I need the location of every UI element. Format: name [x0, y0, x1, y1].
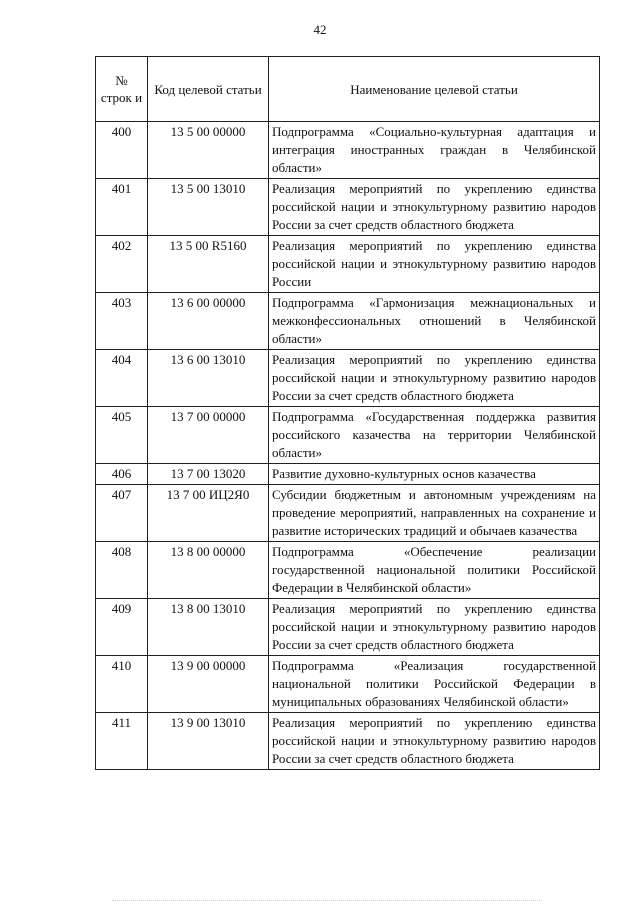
- header-target-code: Код целевой статьи: [148, 57, 269, 122]
- table-row: [96, 485, 600, 542]
- row-number: 408: [96, 542, 148, 599]
- target-name: Реализация мероприятий по укреплению единства российской нации и этнокультурному развитию народов России за счет средств областного бюджета: [269, 713, 600, 770]
- target-name: Реализация мероприятий по укреплению единства российской нации и этнокультурному развитию народов России за счет средств областного бюджета: [269, 350, 600, 407]
- row-number: 411: [96, 713, 148, 770]
- header-row-number: № строк и: [96, 57, 148, 122]
- target-name: Подпрограмма «Обеспечение реализации государственной национальной политики Российской Федерации в Челябинской области»: [269, 542, 600, 599]
- target-code: 13 9 00 13010: [148, 713, 269, 770]
- target-code: 13 8 00 00000: [148, 542, 269, 599]
- scan-footer-divider: [112, 899, 542, 901]
- row-number: 406: [96, 464, 148, 485]
- target-code: 13 6 00 13010: [148, 350, 269, 407]
- target-name: Развитие духовно-культурных основ казачества: [269, 464, 600, 485]
- table-row: [96, 179, 600, 236]
- table-row: [96, 656, 600, 713]
- target-code: 13 8 00 13010: [148, 599, 269, 656]
- page-number: 42: [313, 22, 327, 37]
- table-row: [96, 407, 600, 464]
- target-items-table: [95, 56, 600, 770]
- target-name: Реализация мероприятий по укреплению единства российской нации и этнокультурному развитию народов России за счет средств областного бюджета: [269, 179, 600, 236]
- table-row: [96, 713, 600, 770]
- table-row: [96, 236, 600, 293]
- table-row: [96, 599, 600, 656]
- row-number: 403: [96, 293, 148, 350]
- target-name: Подпрограмма «Социально-культурная адаптация и интеграция иностранных граждан в Челябинской области»: [269, 122, 600, 179]
- table-row: [96, 122, 600, 179]
- target-name: Подпрограмма «Гармонизация межнациональных и межконфессиональных отношений в Челябинской области»: [269, 293, 600, 350]
- table-row: [96, 464, 600, 485]
- row-number: 404: [96, 350, 148, 407]
- row-number: 410: [96, 656, 148, 713]
- table-row: [96, 293, 600, 350]
- target-name: Субсидии бюджетным и автономным учреждениям на проведение мероприятий, направленных на сохранение и развитие исторических традиций и обычаев казачества: [269, 485, 600, 542]
- row-number: 400: [96, 122, 148, 179]
- table-row: [96, 542, 600, 599]
- target-code: 13 5 00 R5160: [148, 236, 269, 293]
- row-number: 407: [96, 485, 148, 542]
- target-code: 13 7 00 13020: [148, 464, 269, 485]
- target-name: Реализация мероприятий по укреплению единства российской нации и этнокультурному развитию народов России: [269, 236, 600, 293]
- table-header-row: [96, 57, 600, 122]
- header-target-name: Наименование целевой статьи: [269, 57, 600, 122]
- target-code: 13 7 00 ИЦ2Я0: [148, 485, 269, 542]
- target-code: 13 9 00 00000: [148, 656, 269, 713]
- target-name: Реализация мероприятий по укреплению единства российской нации и этнокультурному развитию народов России за счет средств областного бюджета: [269, 599, 600, 656]
- target-code: 13 7 00 00000: [148, 407, 269, 464]
- table-row: [96, 350, 600, 407]
- row-number: 401: [96, 179, 148, 236]
- row-number: 409: [96, 599, 148, 656]
- target-code: 13 5 00 00000: [148, 122, 269, 179]
- target-name: Подпрограмма «Реализация государственной национальной политики Российской Федерации в муниципальных образованиях Челябинской области»: [269, 656, 600, 713]
- row-number: 402: [96, 236, 148, 293]
- row-number: 405: [96, 407, 148, 464]
- target-name: Подпрограмма «Государственная поддержка развития российского казачества на территории Челябинской области»: [269, 407, 600, 464]
- target-code: 13 6 00 00000: [148, 293, 269, 350]
- target-code: 13 5 00 13010: [148, 179, 269, 236]
